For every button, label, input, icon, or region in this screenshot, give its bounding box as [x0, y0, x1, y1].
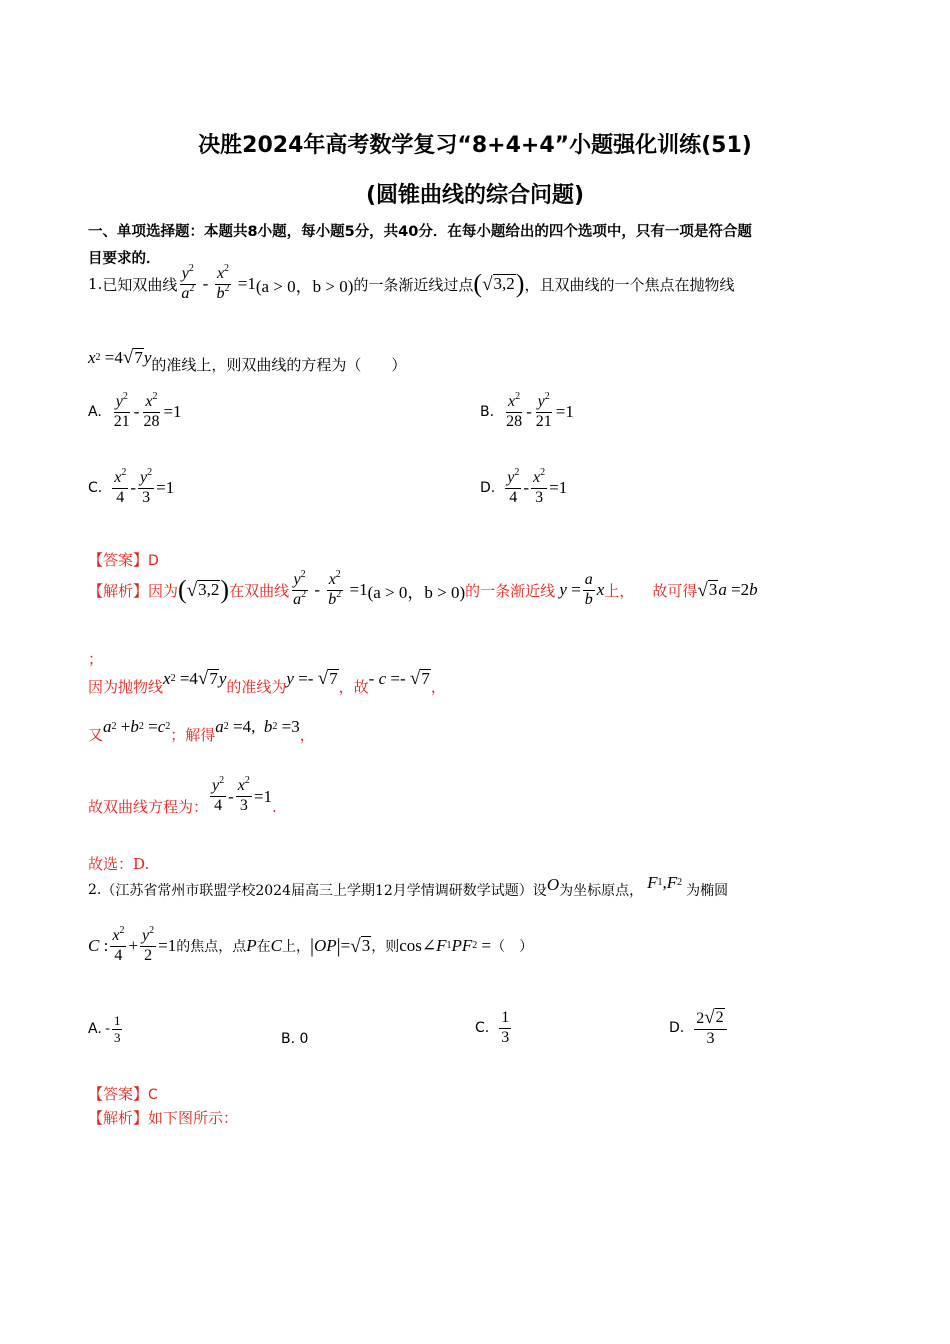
- q1-stem-line2: [88, 340, 406, 375]
- q1-option-c[interactable]: C. $\frac{x^2}{4}$ - $\frac{y^2}{3}$ =1: [88, 467, 175, 506]
- q2-stem-line2: C : $\frac{x^2}{4}$ + $\frac{y^2}{2}$ =1 的焦点，点 P 在 C 上， | OP | = √ 3 ，则 cos∠ F 1 PF 2 = （ ）: [88, 925, 534, 964]
- q1-solution-semicolon: ；: [88, 650, 104, 668]
- q2-option-a[interactable]: A. - $\frac{1}{3}$: [88, 1013, 121, 1045]
- q2-option-c[interactable]: C. $\frac{1}{3}$: [475, 1009, 510, 1046]
- q2-option-d[interactable]: D. 2 √ 2 3: [669, 1008, 729, 1048]
- q1-parabola-eq: x 2 =4 √ 7 y: [88, 347, 152, 369]
- doc-title: 决胜2024年高考数学复习“8+4+4”小题强化训练(51): [198, 133, 752, 158]
- q2-answer: 【答案】C: [88, 1085, 158, 1103]
- q1-solution-line3: 又 a 2 + b 2 = c 2 ；解得 a 2 =4, b 2 =3 ，: [88, 716, 315, 744]
- q2-analysis: 【解析】如下图所示：: [88, 1109, 239, 1127]
- q1-text: 的准线上，则双曲线的方程为（ ）: [151, 356, 407, 374]
- q1-number: 1.: [88, 275, 103, 294]
- q1-solution-line2: 因为抛物线 x 2 =4 √ 7 y 的准线为 y =- √ 7 ，故 - c =- √ 7 ，: [88, 668, 446, 696]
- q2-stem-line1: 2. （江苏省常州市联盟学校2024届高三上学期12月学情调研数学试题）设 O 为坐标原点， F 1 , F 2 为椭圆: [88, 873, 729, 899]
- q2-number: 2.: [88, 882, 102, 898]
- q2-ellipse-eq: C : $\frac{x^2}{4}$ + $\frac{y^2}{2}$ =1: [88, 925, 177, 964]
- q1-text: 的一条渐近线过点: [353, 275, 474, 294]
- q1-point: ( √ 3,2 ): [473, 269, 525, 299]
- q1-option-d[interactable]: D. $\frac{y^2}{4}$ - $\frac{x^2}{3}$ =1: [480, 467, 568, 506]
- q2-option-b[interactable]: B. 0: [281, 1031, 309, 1047]
- q1-option-a[interactable]: A. $\frac{y^2}{21}$ - $\frac{x^2}{28}$ =1: [88, 391, 182, 430]
- q1-option-b[interactable]: B. $\frac{x^2}{28}$ - $\frac{y^2}{21}$ =1: [480, 391, 574, 430]
- q1-solution-line1: 【解析】 因为 ( √ 3,2 ) 在双曲线 $\frac{y^2}{a^2}$ - $\frac{x^2}{b^2}$ =1 (a > 0，b > 0) 的一条渐近线 y = $\frac{a}{b}$ x 上， 故可得 √ 3 a =2 b: [88, 569, 758, 608]
- doc-subtitle: (圆锥曲线的综合问题): [365, 183, 585, 208]
- q1-solution-line4: 故双曲线方程为： $\frac{y^2}{4}$ - $\frac{x^2}{3}$ =1 .: [88, 775, 277, 816]
- q1-solution-final: 故选：D.: [88, 855, 150, 873]
- q1-hyperbola-eq: $\frac{y^2}{a^2}$ - $\frac{x^2}{b^2}$ =1 (a > 0，b > 0): [181, 263, 354, 302]
- q2-source: （江苏省常州市联盟学校2024届高三上学期12月学情调研数学试题）设: [101, 883, 547, 899]
- q1-text: ，且双曲线的一个焦点在抛物线: [524, 275, 735, 294]
- q1-stem-line1: [88, 263, 735, 303]
- q1-answer: 【答案】D: [88, 551, 159, 569]
- section-heading: 一、单项选择题：本题共8小题，每小题5分，共40分．在每小题给出的四个选项中，只有一项是符合题: [88, 224, 752, 240]
- section-heading-cont: 目要求的．: [88, 251, 161, 267]
- q1-condition: (a > 0，b > 0): [255, 276, 354, 296]
- q1-text: 已知双曲线: [102, 275, 178, 294]
